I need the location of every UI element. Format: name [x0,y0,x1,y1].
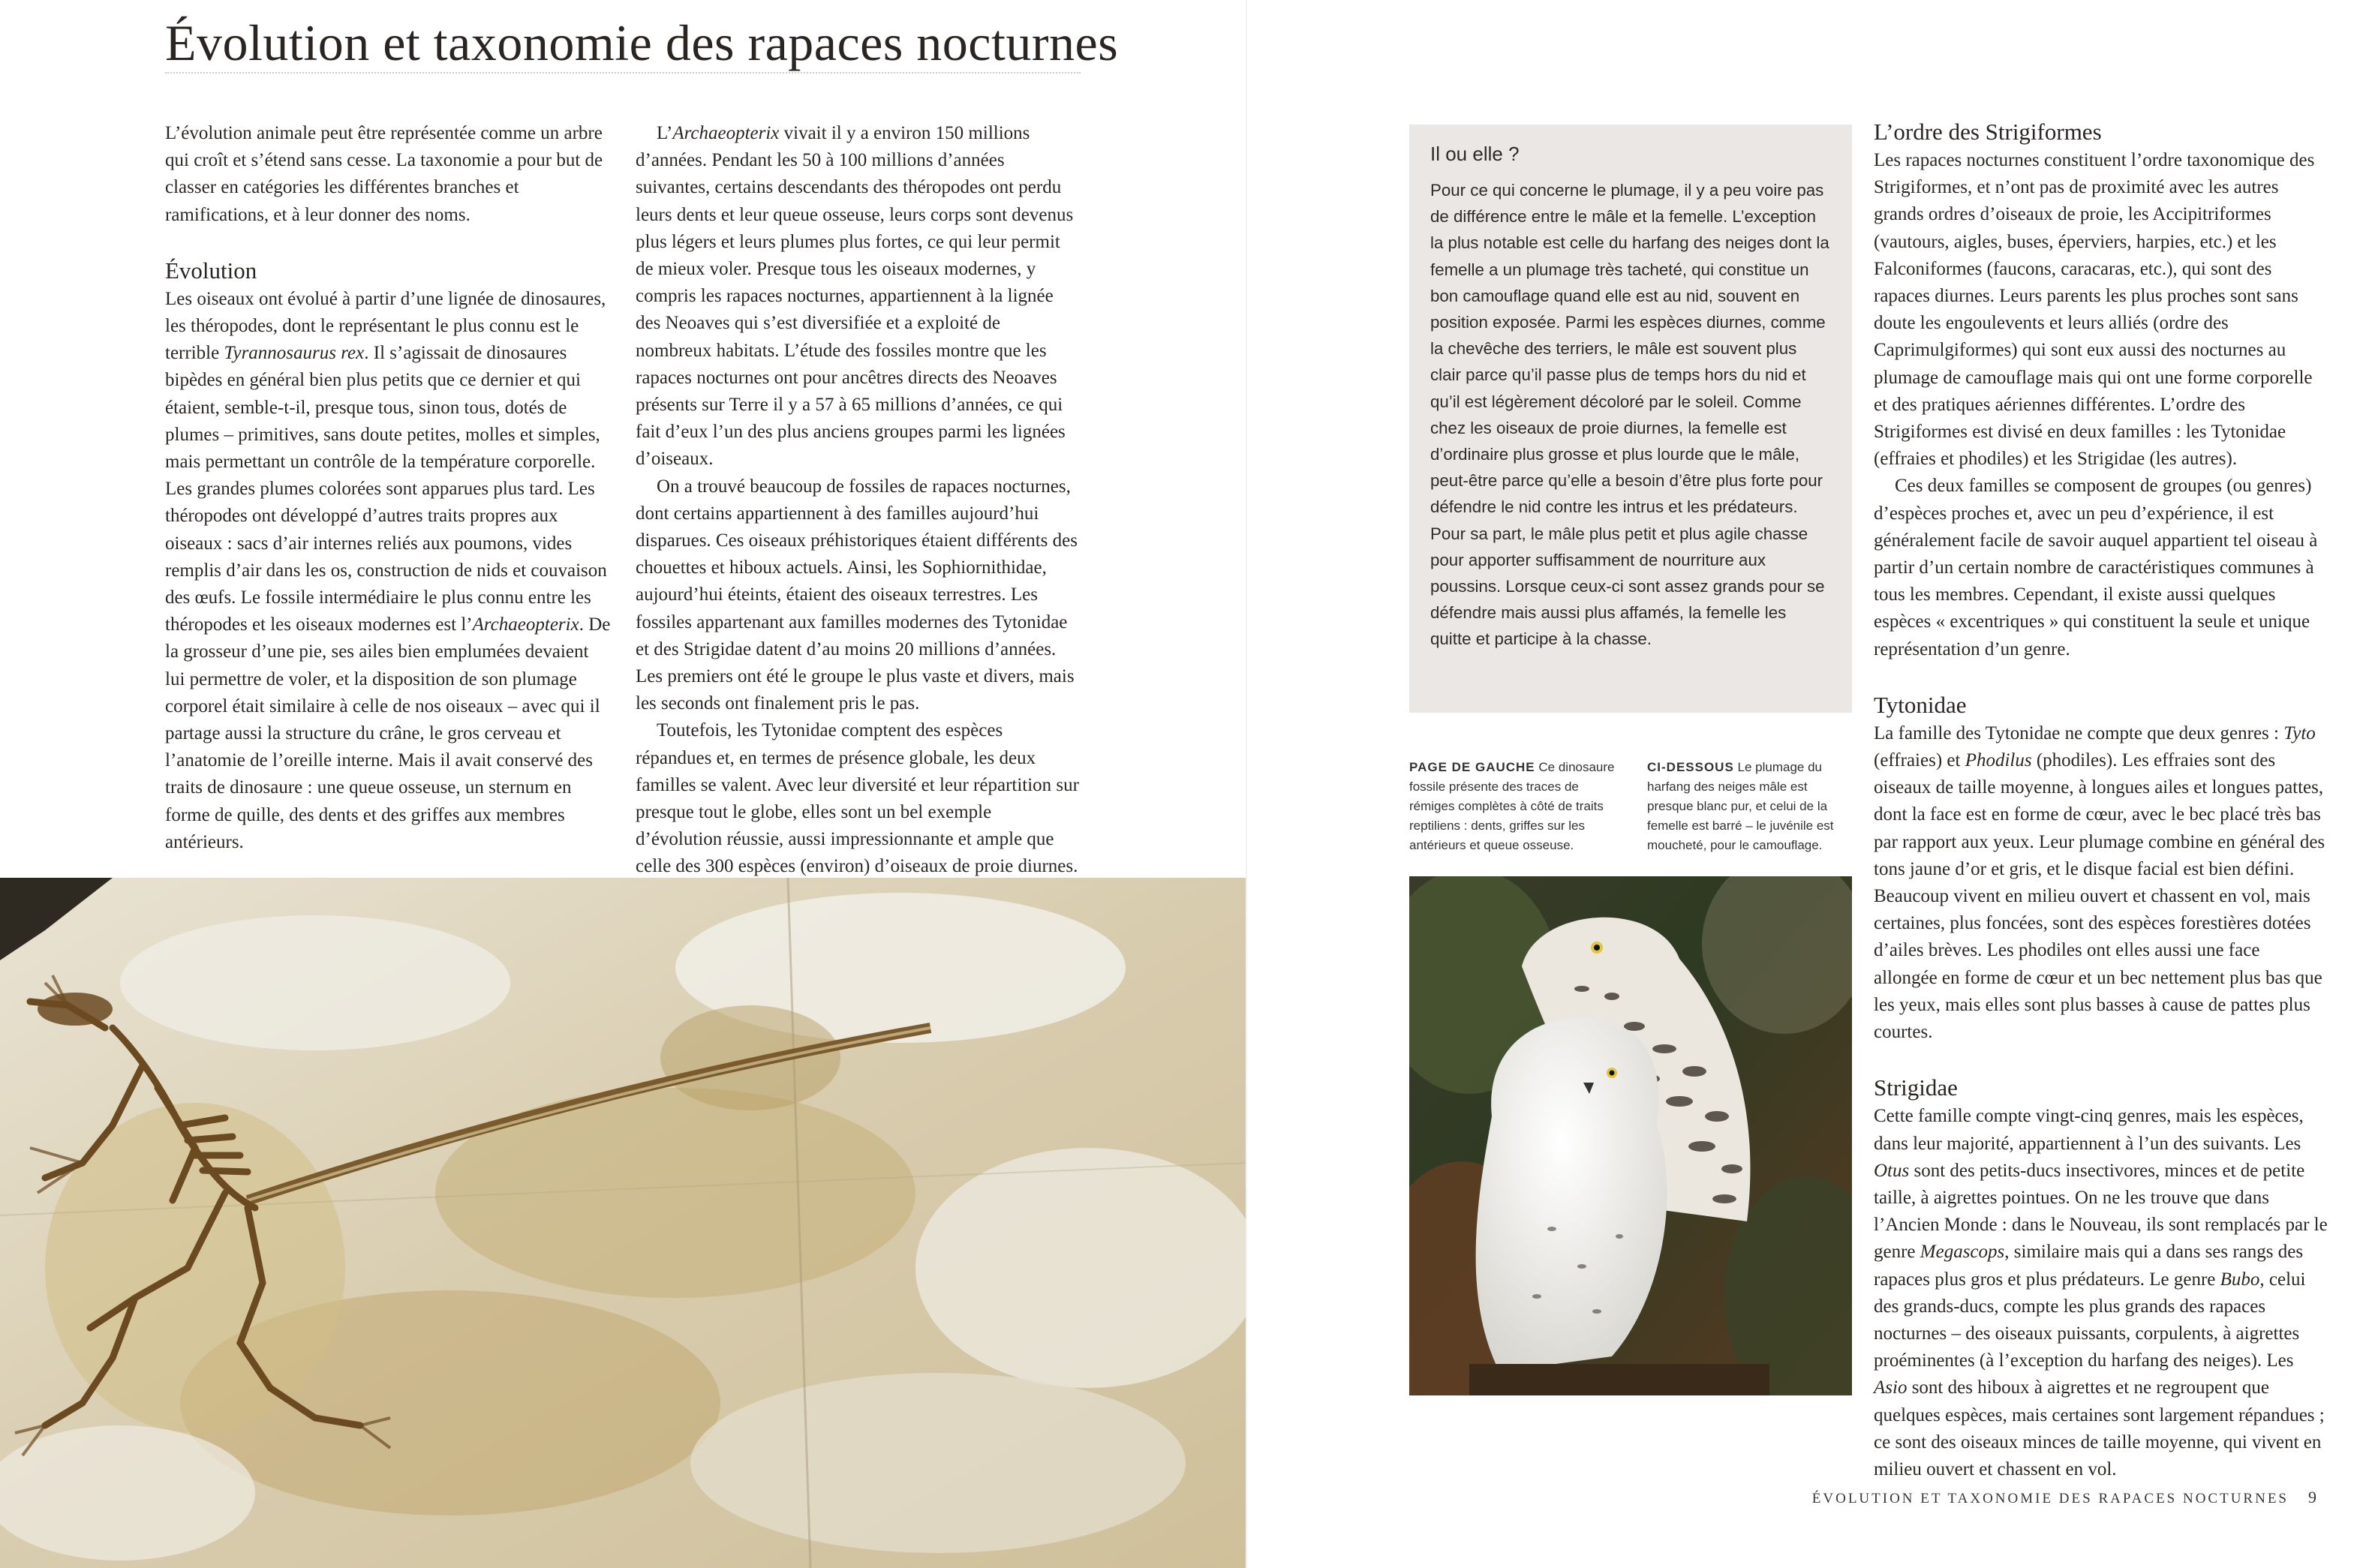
title-rule [165,72,1081,74]
running-footer [1812,1488,2316,1507]
text-column-2 [636,120,1081,881]
tytonidae-spread-paragraph: Toutefois, les Tytonidae comptent des espèces répandues et, en termes de présence globale, les deux familles se valent. Avec leur diversité et leur répartition sur presque tout le globe, elles sont un bel exemple d’évolution réussie, aussi impressionnante et ample que celle des 300 espèces (environ) d’oiseaux de proie diurnes. [636,720,1079,877]
page-number: 9 [2308,1488,2316,1506]
sidebar-body: Pour ce qui concerne le plumage, il y a peu voire pas de différence entre le mâle et la femelle. L’exception la plus notable est celle du harfang des neiges dont la femelle a un plumage très tacheté, qui constitue un bon camouflage quand elle est au nid, souvent en position exposée. Parmi les espèces diurnes, comme la chevêche des terriers, le mâle est souvent plus clair parce qu’il passe plus de temps hors du nid et qu’il est légèrement décoloré par le soleil. Comme chez les oiseaux de proie diurnes, la femelle est d’ordinaire plus grosse et plus lourde que le mâle, peut-être parce qu’elle a besoin d’être plus forte pour défendre le nid contre les intrus et les prédateurs. Pour sa part, le mâle plus petit et plus agile chasse pour apporter suffisamment de nourriture aux poussins. Lorsque ceux-ci sont assez grands pour se défendre mais aussi plus affamés, la femelle les quitte et participe à la chasse. [1430,181,1829,649]
strigidae-paragraph: Cette famille compte vingt-cinq genres, mais les espèces, dans leur majorité, appartiennent à l’un des suivants. Les Otus sont des petits-ducs insectivores, minces et de petite taille, à aigrettes pointues. On ne les trouve que dans l’Ancien Monde : dans le Nouveau, ils sont remplacés par le genre Megascops, similaire mais qui a dans ses rangs des rapaces plus gros et plus prédateurs. Le genre Bubo, celui des grands-ducs, compte les plus grands des rapaces nocturnes – des oiseaux puissants, corpulents, à aigrettes proéminentes (à l’exception du harfang des neiges). Les Asio sont des hiboux à aigrettes et ne regroupent que quelques espèces, mais certaines sont largement répandues ; ce sont des oiseaux minces de taille moyenne, qui vivent en milieu ouvert et chassent en vol. [1874,1106,2328,1479]
strigiformes-paragraph-2: Ces deux familles se composent de groupes (ou genres) d’espèces proches et, avec un peu d’expérience, il est généralement facile de savoir auquel appartient tel oiseau à partir d’un certain nombre de caractéristiques communes à tous les membres. Cependant, il existe aussi quelques espèces « excentriques » qui constituent la seule et unique représentation d’un genre. [1874,476,2318,659]
archaeopterix-paragraph: L’Archaeopterix vivait il y a environ 150 millions d’années. Pendant les 50 à 100 millions d’années suivantes, certains descendants des théropodes ont perdu leurs dents et leur queue osseuse, leurs corps sont devenus plus légers et leurs plumes plus fortes, ce qui leur permit de mieux voler. Presque tous les oiseaux modernes, y compris les rapaces nocturnes, appartiennent à la lignée des Neoaves qui s’est diversifiée et a exploité de nombreux habitats. L’étude des fossiles montre que les rapaces nocturnes ont pour ancêtres directs des Neoaves présents sur Terre il y a 57 à 65 millions d’années, ce qui fait d’eux l’un des plus anciens groupes parmi les lignées d’oiseaux. [636,123,1074,470]
caption-left-page: PAGE DE GAUCHE Ce dinosaure fossile présente des traces de rémiges complètes à côté de traits reptiliens : dents, griffes sur les antérieurs et queue osseuse. [1409,760,1615,852]
section-heading-strigiformes: L’ordre des Strigiformes [1874,119,2102,145]
caption-below-label: CI-DESSOUS [1647,760,1734,774]
evolution-paragraph: Les oiseaux ont évolué à partir d’une lignée de dinosaures, les théropodes, dont le représentant le plus connu est le terrible Tyrannosaurus rex. Il s’agissait de dinosaures bipèdes en général bien plus petits que ce dernier et qui étaient, semble-t-il, presque tous, sinon tous, dotés de plumes – primitives, sans doute petites, molles et simples, mais permettant un contrôle de la température corporelle. Les grandes plumes colorées sont apparues plus tard. Les théropodes ont développé d’autres traits propres aux oiseaux : sacs d’air internes reliés aux poumons, vides remplis d’air dans les os, construction de nids et couvaison des œufs. Le fossile intermédiaire le plus connu entre les théropodes et les oiseaux modernes est l’Archaeopterix. De la grosseur d’une pie, ses ailes bien emplumées devaient lui permettre de voler, et la disposition de son plumage corporel était similaire à celle de nos oiseaux – avec qui il partage aussi la structure du crâne, le gros cerveau et l’anatomie de l’oreille interne. Mais il avait conservé des traits de dinosaure : une queue osseuse, un sternum en forme de quille, des dents et des griffes aux membres antérieurs. [165,288,611,852]
fossil-photo [0,878,1246,1568]
section-heading-tytonidae: Tytonidae [1874,691,1967,718]
section-heading-evolution: Évolution [165,257,257,284]
section-heading-strigidae: Strigidae [1874,1074,1958,1101]
strigiformes-paragraph-1: Les rapaces nocturnes constituent l’ordre taxonomique des Strigiformes, et n’ont pas de proximité avec les autres grands ordres d’oiseaux de proie, les Accipitriformes (vautours, aigles, buses, éperviers, harpies, etc.) et les Falconiformes (faucons, caracaras, etc.), qui sont des rapaces diurnes. Leurs parents les plus proches sont sans doute les engoulevents et leurs alliés (ordre des Caprimulgiformes) qui sont eux aussi des nocturnes au plumage de camouflage mais qui ont une forme corporelle et des pratiques aériennes différentes. L’ordre des Strigiformes est divisé en deux familles : les Tytonidae (effraies et phodiles) et les Strigidae (les autres). [1874,150,2315,470]
caption-below: CI-DESSOUS Le plumage du harfang des neiges mâle est presque blanc pur, et celui de la femelle est barré – le juvénile est moucheté, pour le camouflage. [1647,760,1834,852]
sidebar-box [1409,125,1852,713]
caption-left-label: PAGE DE GAUCHE [1409,760,1535,774]
fossils-paragraph: On a trouvé beaucoup de fossiles de rapaces nocturnes, dont certains appartiennent à des familles aujourd’hui disparues. Ces oiseaux préhistoriques étaient différents des chouettes et hiboux actuels. Ainsi, les Sophiornithidae, aujourd’hui éteints, étaient des oiseaux terrestres. Les fossiles appartenant aux familles modernes des Tytonidae et des Strigidae datent d’au moins 20 millions d’années. Les premiers ont été le groupe le plus vaste et divers, mais les seconds ont finalement pris le pas. [636,476,1078,714]
intro-paragraph: L’évolution animale peut être représentée comme un arbre qui croît et s’étend sans cesse. La taxonomie a pour but de classer en catégories les différentes branches et ramifications, et à leur donner des noms. [165,123,603,225]
tytonidae-paragraph: La famille des Tytonidae ne compte que deux genres : Tyto (effraies) et Phodilus (phodiles). Les effraies sont des oiseaux de taille moyenne, à longues ailes et longues pattes, dont la face est en forme de cœur, avec le bec placé très bas par rapport aux yeux. Leur plumage combine en général des tons jaune d’or et gris, et le disque facial est bien défini. Beaucoup vivent en milieu ouvert et chassent en vol, mais certaines, plus foncées, sont des espèces forestières dotées d’ailes brèves. Les phodiles ont elles aussi une face allongée en forme de cœur et un bec nettement plus bas que les yeux, mais elles sont plus basses à cause de pattes plus courtes. [1874,722,2325,1043]
snowy-owls-photo [1409,876,1852,1395]
text-column-3 [1874,117,2328,1483]
running-head: ÉVOLUTION ET TAXONOMIE DES RAPACES NOCTURNES [1811,1491,2289,1506]
page-title: Évolution et taxonomie des rapaces nocturnes [165,14,1119,71]
page-gutter-edge [1246,0,1247,1568]
text-column-1 [165,120,612,856]
sidebar-heading: Il ou elle ? [1430,143,1520,165]
